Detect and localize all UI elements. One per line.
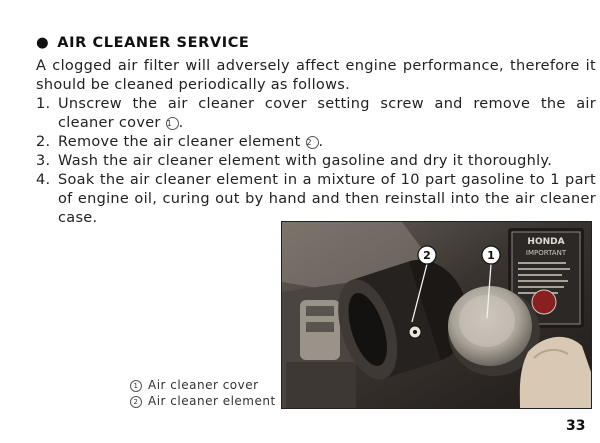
svg-text:HONDA: HONDA bbox=[527, 237, 565, 247]
step-text: Soak the air cleaner element in a mixture of 10 part gasoline to 1 part of engine oil, curing out by hand and then reinstall into the air cleaner case. bbox=[58, 172, 596, 226]
callout-2-label: 2 bbox=[423, 249, 431, 262]
important-label: IMPORTANT bbox=[525, 249, 567, 257]
step-text: Unscrew the air cleaner cover setting screw and remove the air cleaner cover bbox=[58, 96, 596, 131]
air-cleaner-photo bbox=[281, 221, 592, 409]
bullet-icon: ● bbox=[36, 35, 50, 51]
photo-legend bbox=[130, 377, 276, 409]
air-cleaner-illustration bbox=[282, 222, 591, 408]
step-3 bbox=[36, 152, 596, 171]
legend-text: Air cleaner cover bbox=[148, 378, 259, 392]
callout-ref-icon: 2 bbox=[130, 396, 142, 408]
legend-item bbox=[130, 377, 276, 393]
step-4 bbox=[36, 171, 596, 228]
page-number: 33 bbox=[566, 418, 586, 434]
intro-paragraph: A clogged air filter will adversely affect engine performance, therefore it should be cleaned periodically as follows. bbox=[36, 58, 596, 93]
step-number: 3. bbox=[36, 153, 51, 169]
legend-text: Air cleaner element bbox=[148, 394, 276, 408]
step-number: 2. bbox=[36, 134, 51, 150]
callout-ref-icon: 1 bbox=[166, 117, 179, 130]
step-1: 1. Unscrew the air cleaner cover setting screw and remove the air cleaner cover 1 . bbox=[36, 96, 596, 131]
callout-ref-icon: 1 bbox=[130, 380, 142, 392]
step-text: Wash the air cleaner element with gasoline and dry it thoroughly. bbox=[58, 153, 553, 169]
legend-item bbox=[130, 393, 276, 409]
callout-1-label: 1 bbox=[487, 249, 495, 262]
section-heading bbox=[36, 35, 249, 51]
procedure-steps bbox=[36, 95, 596, 228]
step-number: 4. bbox=[36, 172, 51, 188]
step-text: Remove the air cleaner element bbox=[58, 134, 301, 150]
section-title: AIR CLEANER SERVICE bbox=[57, 35, 250, 51]
callout-ref-icon: 2 bbox=[306, 136, 319, 149]
step-2: 2. Remove the air cleaner element 2 . bbox=[36, 134, 324, 150]
step-number: 1. bbox=[36, 96, 51, 112]
